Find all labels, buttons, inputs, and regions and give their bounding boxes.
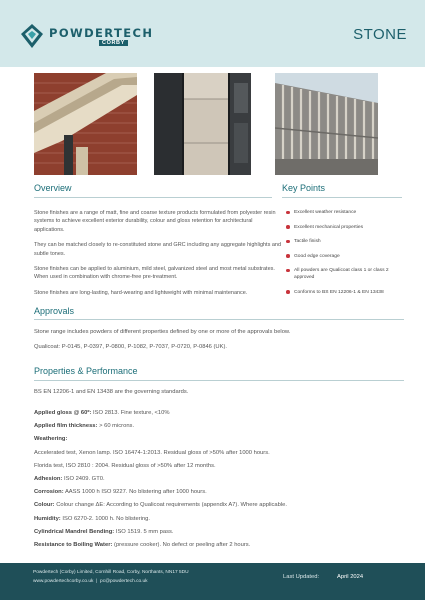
properties-body — [34, 388, 409, 554]
key-points-heading: Key Points — [282, 183, 326, 193]
corrosion-line: Corrosion: AASS 1000 h ISO 9227. No blistering after 1000 hours. — [34, 489, 207, 496]
bullet-icon — [286, 225, 290, 229]
overview-paragraph: Stone finishes are long-lasting, hard-wearing and lightweight with minimal maintenance. — [34, 289, 248, 296]
film-line: Applied film thickness: > 60 microns. — [34, 423, 135, 430]
colour-line: Colour: Colour change ΔE: According to Qualicoat requirements (appendix A7). Where applicable. — [34, 502, 287, 509]
logo-mark-icon — [21, 24, 43, 48]
overview-heading: Overview — [34, 183, 72, 193]
key-points-divider — [282, 197, 402, 198]
key-point-item: Conforms to BS EN 12206-1 & EN 13438 — [282, 289, 402, 296]
properties-heading: Properties & Performance — [34, 366, 138, 376]
humidity-line: Humidity: ISO 6270-2. 1000 h. No blistering. — [34, 515, 151, 522]
key-point-item: Good edge coverage — [282, 253, 402, 260]
key-point-item: Excellent mechanical properties — [282, 224, 402, 231]
bullet-icon — [286, 211, 290, 215]
approvals-divider — [34, 319, 404, 320]
page-footer — [0, 563, 425, 600]
last-updated-value: April 2024 — [337, 574, 364, 580]
overview-paragraph: Stone finishes are a range of matt, fine and coarse texture products formulated from polyester resin systems to achieve excellent exterior durability, colour and gloss retention for architectural applications. — [34, 210, 276, 233]
weathering-line: Weathering: — [34, 436, 68, 443]
stone-cladding-panel-photo — [154, 73, 251, 175]
bullet-icon — [286, 254, 290, 258]
bullet-icon — [286, 290, 290, 294]
overview-body — [34, 209, 282, 304]
overview-paragraph: Stone finishes can be applied to aluminium, mild steel, galvanized steel and most metal substrates. When used in combination with chrome-free pre-treatment. — [34, 266, 275, 281]
overview-divider — [34, 197, 272, 198]
page-title: STONE — [353, 26, 407, 43]
stone-coping-photo — [34, 73, 137, 175]
bullet-icon — [286, 269, 290, 273]
page-header — [0, 0, 425, 67]
building-facade-fins-photo — [275, 73, 378, 175]
standards-line: BS EN 12206-1 and EN 13438 are the governing standards. — [34, 389, 189, 395]
brand-name: POWDERTECH — [49, 26, 154, 40]
gloss-line: Applied gloss @ 60º: ISO 2813. Fine texture, <10% — [34, 410, 170, 416]
company-logo — [21, 24, 153, 50]
approvals-body — [34, 328, 404, 358]
approvals-intro: Stone range includes powders of different properties defined by one or more of the approvals below. — [34, 329, 291, 335]
mandrel-line: Cylindrical Mandrel Bending: ISO 1519. 5 mm pass. — [34, 528, 174, 535]
key-points-list — [282, 209, 402, 296]
approvals-heading: Approvals — [34, 306, 75, 316]
adhesion-line: Adhesion: ISO 2409. GT0. — [34, 475, 105, 482]
website-link[interactable]: www.powdertechcorby.co.uk — [33, 579, 94, 584]
weathering-accelerated: Accelerated test, Xenon lamp. ISO 16474-1:2013. Residual gloss of >50% after 1000 hours. — [34, 449, 270, 456]
bullet-icon — [286, 240, 290, 244]
weathering-florida: Florida test, ISO 2810 : 2004. Residual gloss of >50% after 12 months. — [34, 462, 216, 469]
key-point-item: Excellent weather resistance — [282, 209, 402, 216]
boiling-water-line: Resistance to Boiling Water: (pressure cooker). No defect or peeling after 2 hours. — [34, 541, 251, 548]
footer-links — [33, 579, 148, 584]
approvals-qualicoat: Qualicoat: P-0145, P-0397, P-0800, P-1082, P-7037, P-0720, P-0846 (UK). — [34, 344, 228, 350]
overview-paragraph: They can be matched closely to re-constituted stone and GRC including any aggregate highlights and subtle tones. — [34, 242, 282, 257]
footer-address: Powdertech (Corby) Limited, Cornhill Road, Corby, Northants, NN17 5DU — [33, 570, 189, 575]
footer-separator: | — [96, 579, 98, 584]
properties-divider — [34, 380, 404, 381]
brand-subtitle: CORBY — [99, 40, 128, 46]
key-point-item: All powders are Qualicoat class 1 or class 2 approved — [282, 267, 402, 281]
email-link[interactable]: pc@powdertech.co.uk — [100, 579, 148, 584]
key-point-item: Tactile finish — [282, 238, 402, 245]
last-updated-label: Last Updated: — [283, 574, 320, 580]
